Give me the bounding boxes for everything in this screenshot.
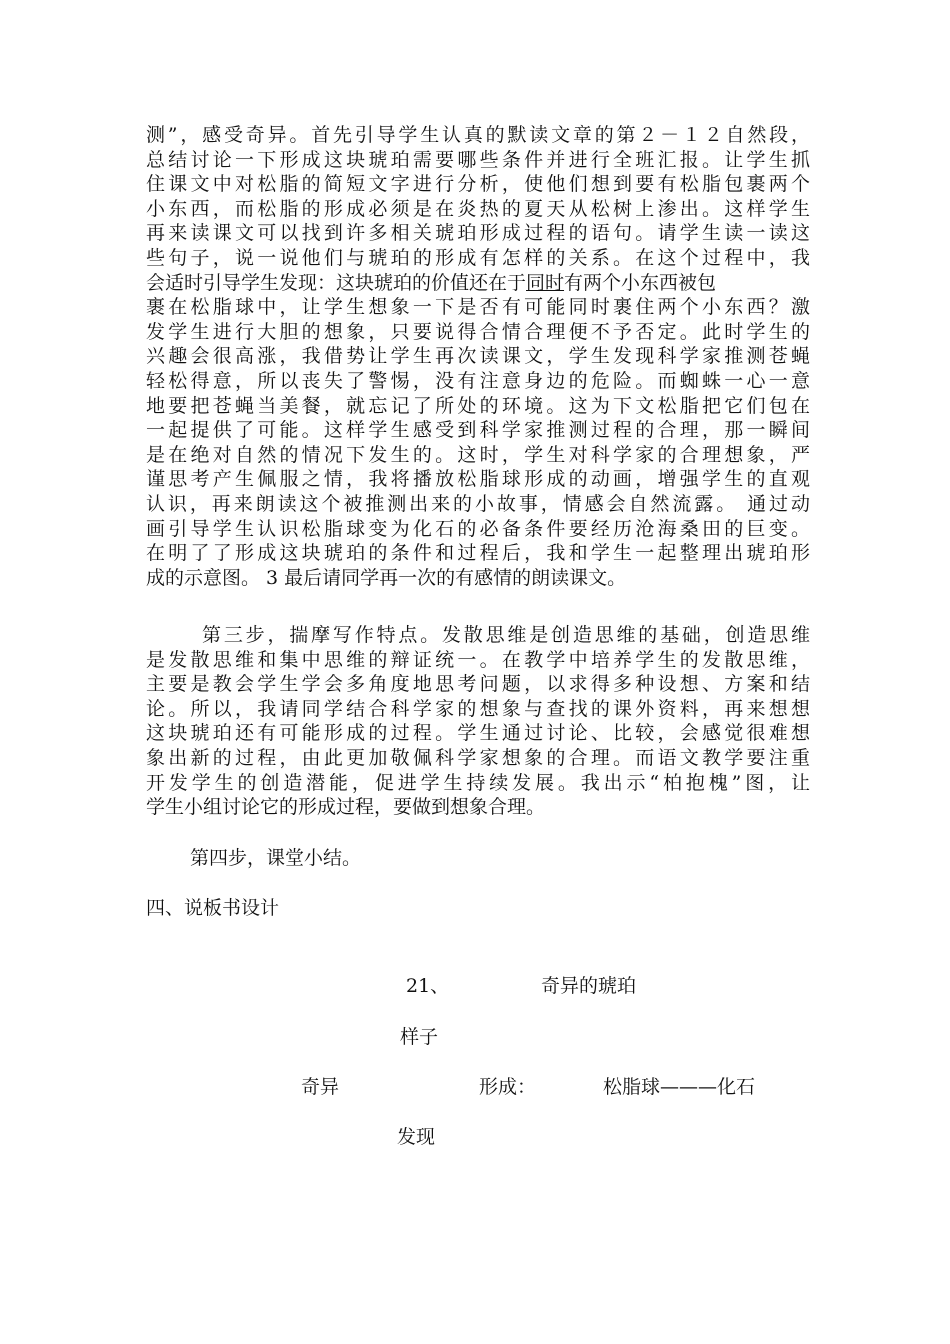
text-line: 成的示意图。 3 最后请同学再一次的有感情的朗读课文。 — [146, 566, 627, 589]
board-formation-label: 形成： — [479, 1076, 537, 1098]
text-line: 一起提供了可能。这样学生感受到科学家推测过程的合理，那一瞬间 — [146, 419, 810, 442]
text-line: 认识，再来朗读这个被推测出来的小故事，情感会自然流露。 通过动 — [146, 492, 810, 515]
section-heading: 四、说板书设计 — [146, 897, 280, 919]
step-four-heading: 第四步，课堂小结。 — [190, 847, 362, 869]
text-line: 是发散思维和集中思维的辩证统一。在教学中培养学生的发散思维， — [146, 648, 810, 671]
text-line — [146, 271, 810, 296]
text-line: 主要是教会学生学会多角度地思考问题，以求得多种设想、方案和结 — [146, 673, 810, 696]
text-line: 轻松得意，所以丧失了警惕，没有注意身边的危险。而蜘蛛一心一意 — [146, 369, 810, 392]
text-line: 测”，感受奇异。首先引导学生认真的默读文章的第２－１２自然段， — [146, 124, 810, 146]
text-line: 开发学生的创造潜能，促进学生持续发展。我出示“柏抱槐”图，让 — [146, 771, 810, 794]
text-line: 再来读课文可以找到许多相关琥珀形成过程的语句。请学生读一读这 — [146, 222, 810, 245]
underlined-text: 同时 — [526, 271, 565, 294]
text-line: 地要把苍蝇当美餐，就忘记了所处的环境。这为下文松脂把它们包在 — [146, 394, 810, 417]
text-line: 总结讨论一下形成这块琥珀需要哪些条件并进行全班汇报。让学生抓 — [146, 148, 810, 171]
text-line: 小东西，而松脂的形成必须是在炎热的夏天从松树上渗出。这样学生 — [146, 197, 810, 220]
text-line: 谨思考产生佩服之情，我将播放松脂球形成的动画，增强学生的直观 — [146, 468, 810, 491]
text-segment: 会适时引导学生发现：这块琥珀的价值还在于 — [146, 271, 527, 294]
board-shape: 样子 — [400, 1026, 439, 1048]
text-segment: 有两个小东西被包 — [564, 271, 717, 294]
text-line: 画引导学生认识松脂球变为化石的必备条件要经历沧海桑田的巨变。 — [146, 517, 810, 540]
text-line: 象出新的过程，由此更加敬佩科学家想象的合理。而语文教学要注重 — [146, 746, 810, 769]
text-line: 裹在松脂球中，让学生想象一下是否有可能同时裹住两个小东西？激 — [146, 296, 810, 319]
paragraph-2 — [146, 623, 810, 820]
text-line: 是在绝对自然的情况下发生的。这时，学生对科学家的合理想象，严 — [146, 443, 810, 466]
board-lesson-number: 21、 — [406, 975, 450, 997]
paragraph-1 — [146, 123, 810, 590]
text-line: 兴趣会很高涨，我借势让学生再次读课文，学生发现科学家推测苍蝇 — [146, 345, 810, 368]
text-line: 些句子，说一说他们与琥珀的形成有怎样的关系。在这个过程中，我 — [146, 246, 810, 269]
board-title: 奇异的琥珀 — [541, 975, 637, 997]
text-line: 住课文中对松脂的简短文字进行分析，使他们想到要有松脂包裹两个 — [146, 173, 810, 196]
text-line: 这块琥珀还有可能形成的过程。学生通过讨论、比较，会感觉很难想 — [146, 722, 810, 745]
text-line: 发学生进行大胆的想象，只要说得合情合理便不予否定。此时学生的 — [146, 320, 810, 343]
board-strange: 奇异 — [301, 1076, 340, 1098]
text-line: 学生小组讨论它的形成过程，要做到想象合理。 — [146, 796, 546, 819]
board-discover: 发现 — [397, 1126, 436, 1148]
text-line: 第三步，揣摩写作特点。发散思维是创造思维的基础，创造思维 — [202, 624, 810, 646]
board-formation-value: 松脂球———化石 — [603, 1076, 756, 1098]
text-line: 论。所以，我请同学结合科学家的想象与查找的课外资料，再来想想 — [146, 697, 810, 720]
text-line: 在明了了形成这块琥珀的条件和过程后，我和学生一起整理出琥珀形 — [146, 542, 810, 565]
